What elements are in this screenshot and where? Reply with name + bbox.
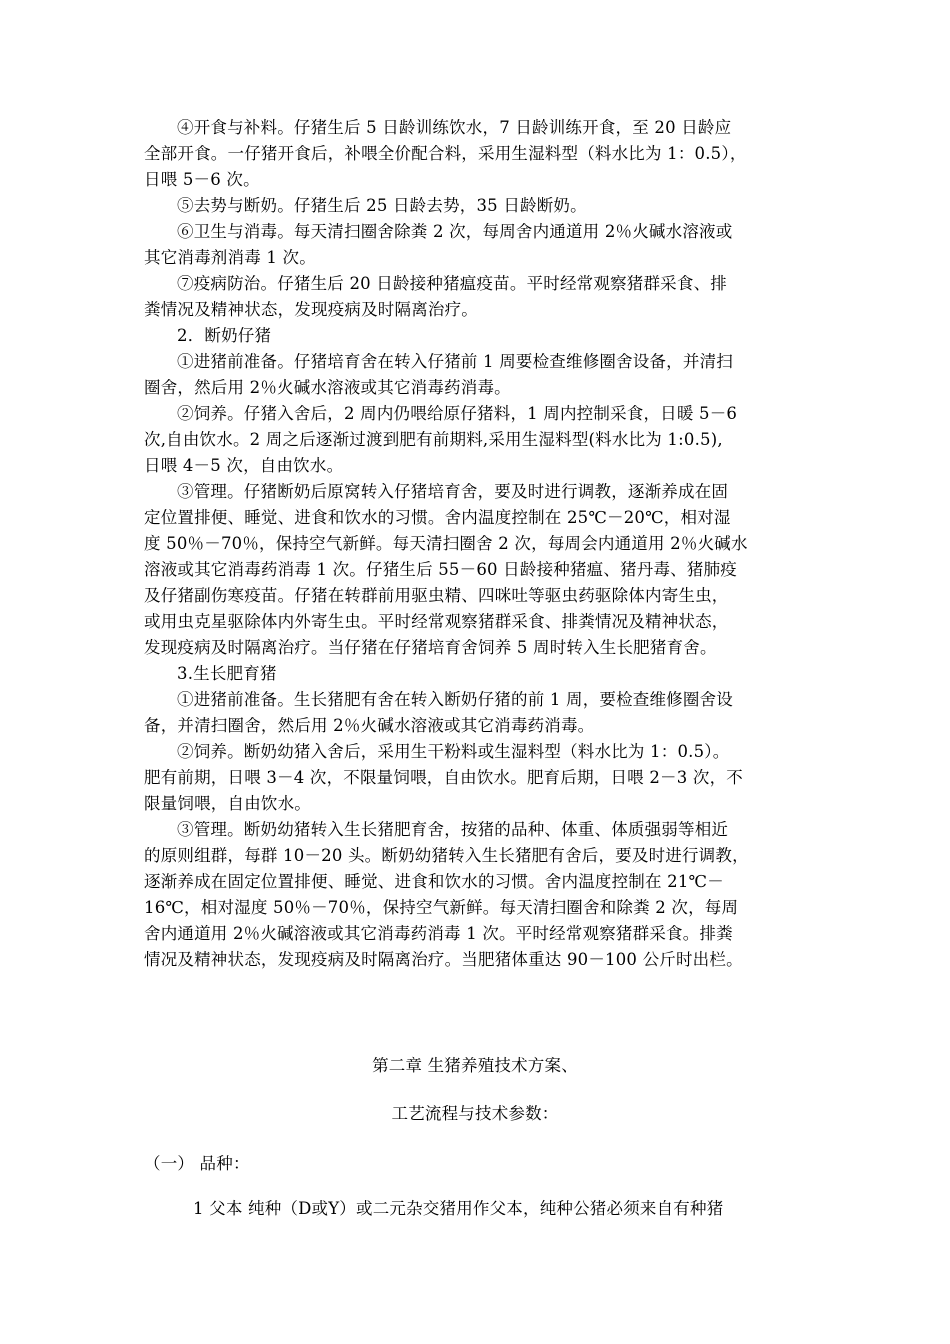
paragraph-line: ②饲养。断奶幼猪入舍后，采用生干粉料或生湿料型（料水比为 1：0.5）。 bbox=[177, 742, 730, 761]
paragraph-line: 16℃，相对湿度 50％－70％，保持空气新鲜。每天清扫圈舍和除粪 2 次，每周 bbox=[144, 898, 739, 917]
section-heading: 3.生长肥育猪 bbox=[177, 664, 277, 683]
paragraph-line: ③管理。断奶幼猪转入生长猪肥育舍，按猪的品种、体重、体质强弱等相近 bbox=[177, 820, 729, 839]
paragraph-line: 逐渐养成在固定位置排便、睡觉、进食和饮水的习惯。舍内温度控制在 21℃－ bbox=[144, 872, 724, 891]
paragraph-line: 定位置排便、睡觉、进食和饮水的习惯。舍内温度控制在 25℃－20℃，相对湿 bbox=[144, 508, 731, 527]
paragraph-line: 次,自由饮水。2 周之后逐渐过渡到肥有前期料,采用生湿料型(料水比为 1:0.5), bbox=[144, 430, 723, 449]
paragraph-line: 限量饲喂，自由饮水。 bbox=[144, 794, 311, 813]
paragraph-line: 全部开食。一仔猪开食后，补喂全价配合料，采用生湿料型（料水比为 1：0.5）， bbox=[144, 144, 747, 163]
paragraph-line: 备，并清扫圈舍，然后用 2％火碱水溶液或其它消毒药消毒。 bbox=[144, 716, 595, 735]
paragraph-line: 或用虫克星驱除体内外寄生虫。平时经常观察猪群采食、排粪情况及精神状态， bbox=[144, 612, 729, 631]
paragraph-line: 粪情况及精神状态，发现疫病及时隔离治疗。 bbox=[144, 300, 478, 319]
paragraph-line: 肥有前期，日喂 3－4 次，不限量饲喂，自由饮水。肥育后期，日喂 2－3 次，不 bbox=[144, 768, 743, 787]
paragraph-line: 及仔猪副伤寒疫苗。仔猪在转群前用驱虫精、四咪吐等驱虫药驱除体内寄生虫， bbox=[144, 586, 729, 605]
paragraph-line: 发现疫病及时隔离治疗。当仔猪在仔猪培育舍饲养 5 周时转入生长肥猪育舍。 bbox=[144, 638, 717, 657]
paragraph-line: 溶液或其它消毒药消毒 1 次。仔猪生后 55－60 日龄接种猪瘟、猪丹毒、猪肺疫 bbox=[144, 560, 737, 579]
paragraph-line: ⑥卫生与消毒。每天清扫圈舍除粪 2 次，每周舍内通道用 2％火碱水溶液或 bbox=[177, 222, 733, 241]
paragraph-line: ⑦疫病防治。仔猪生后 20 日龄接种猪瘟疫苗。平时经常观察猪群采食、排 bbox=[177, 274, 727, 293]
chapter-title: 第二章 生猪养殖技术方案、 bbox=[372, 1056, 578, 1075]
paragraph-line: 日喂 4－5 次，自由饮水。 bbox=[144, 456, 344, 475]
paragraph-line: 1 父本 纯种（D或Y）或二元杂交猪用作父本，纯种公猪必须来自有种猪 bbox=[193, 1199, 724, 1218]
paragraph-line: ⑤去势与断奶。仔猪生后 25 日龄去势，35 日龄断奶。 bbox=[177, 196, 587, 215]
paragraph-line: 圈舍，然后用 2％火碱水溶液或其它消毒药消毒。 bbox=[144, 378, 511, 397]
paragraph-line: 舍内通道用 2％火碱溶液或其它消毒药消毒 1 次。平时经常观察猪群采食。排粪 bbox=[144, 924, 733, 943]
section-heading: 2．断奶仔猪 bbox=[177, 326, 272, 345]
section-label: （一） 品种： bbox=[144, 1154, 250, 1173]
paragraph-line: ②饲养。仔猪入舍后，2 周内仍喂给原仔猪料，1 周内控制采食，日暖 5－6 bbox=[177, 404, 738, 423]
paragraph-line: ④开食与补料。仔猪生后 5 日龄训练饮水，7 日龄训练开食，至 20 日龄应 bbox=[177, 118, 732, 137]
paragraph-line: 日喂 5－6 次。 bbox=[144, 170, 260, 189]
paragraph-line: ①进猪前准备。生长猪肥有舍在转入断奶仔猪的前 1 周，要检查维修圈舍设 bbox=[177, 690, 733, 709]
paragraph-line: 情况及精神状态，发现疫病及时隔离治疗。当肥猪体重达 90－100 公斤时出栏。 bbox=[144, 950, 743, 969]
chapter-subtitle: 工艺流程与技术参数： bbox=[391, 1104, 559, 1123]
paragraph-line: 度 50％－70％，保持空气新鲜。每天清扫圈舍 2 次，每周会内通道用 2％火碱水 bbox=[144, 534, 748, 553]
paragraph-line: 的原则组群，每群 10－20 头。断奶幼猪转入生长猪肥有舍后，要及时进行调教， bbox=[144, 846, 749, 865]
paragraph-line: ①进猪前准备。仔猪培育舍在转入仔猪前 1 周要检查维修圈舍设备，并清扫 bbox=[177, 352, 733, 371]
paragraph-line: 其它消毒剂消毒 1 次。 bbox=[144, 248, 316, 267]
paragraph-line: ③管理。仔猪断奶后原窝转入仔猪培育舍，要及时进行调教，逐渐养成在固 bbox=[177, 482, 729, 501]
